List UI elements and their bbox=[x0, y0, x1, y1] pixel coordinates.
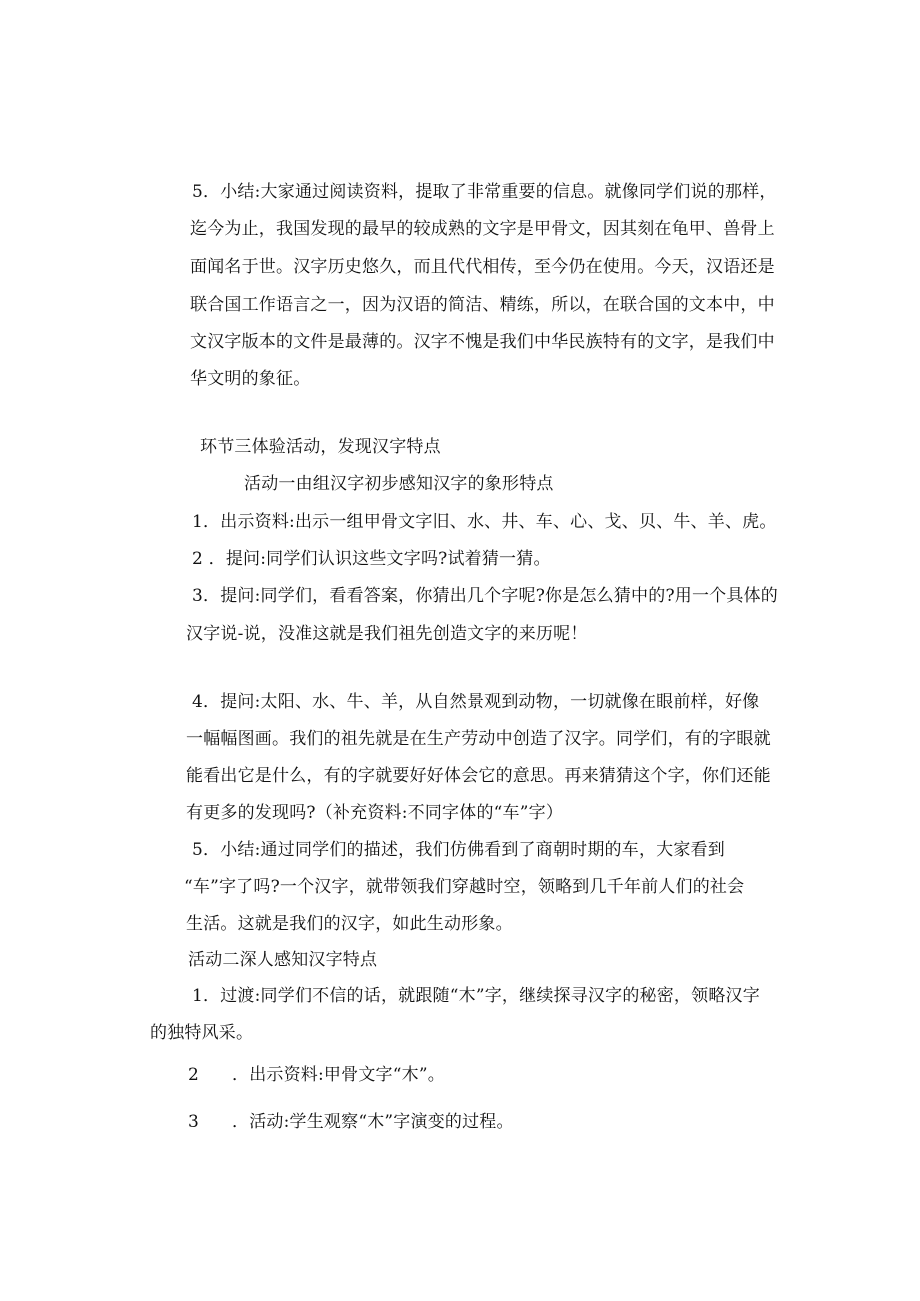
a2-item-2 bbox=[188, 1063, 445, 1087]
summary-line-4: 联合国工作语言之一，因为汉语的简洁、精练，所以，在联合国的文本中，中 bbox=[190, 295, 775, 315]
item-5-line-2: “车”字了吗?一个汉字，就带领我们穿越时空，领略到几千年前人们的社会 bbox=[184, 877, 745, 897]
item-1: 1．出示资料:出示一组甲骨文字旧、水、井、车、心、戈、贝、牛、羊、虎。 bbox=[192, 512, 777, 532]
item-5-line-1: 5．小结:通过同学们的描述，我们仿佛看到了商朝时期的车，大家看到 bbox=[192, 840, 725, 860]
summary-line-1: 5．小结:大家通过阅读资料，提取了非常重要的信息。就像同学们说的那样， bbox=[192, 182, 777, 202]
item-5-line-3: 生活。这就是我们的汉字，如此生动形象。 bbox=[186, 914, 513, 934]
item-4-line-2: 一幅幅图画。我们的祖先就是在生产劳动中创造了汉字。同学们，有的字眼就 bbox=[186, 729, 771, 749]
item-4-line-3: 能看出它是什么，有的字就要好好体会它的意思。再来猜猜这个字，你们还能 bbox=[186, 766, 771, 786]
summary-line-2: 迄今为止，我国发现的最早的较成熟的文字是甲骨文，因其刻在龟甲、兽骨上 bbox=[190, 219, 775, 239]
a2-item-2-text: ．出示资料:甲骨文字“木”。 bbox=[232, 1065, 445, 1085]
item-2: 2 ．提问:同学们认识这些文字吗?试着猜一猜。 bbox=[192, 549, 551, 569]
summary-line-5: 文汉字版本的文件是最薄的。汉字不愧是我们中华民族特有的文字，是我们中 bbox=[190, 332, 775, 352]
item-3-line-1: 3．提问:同学们，看看答案，你猜出几个字呢?你是怎么猜中的?用一个具体的 bbox=[192, 586, 778, 606]
activity1-heading: 活动一由组汉字初步感知汉字的象形特点 bbox=[244, 474, 554, 494]
a2-item-1-line-1: 1．过渡:同学们不信的话，就跟随“木”字，继续探寻汉字的秘密，领略汉字 bbox=[192, 986, 760, 1006]
item-4-line-4: 有更多的发现吗?（补充资料:不同字体的“车”字） bbox=[186, 803, 564, 823]
item-4-line-1: 4．提问:太阳、水、牛、羊，从自然景观到动物，一切就像在眼前样，好像 bbox=[192, 692, 760, 712]
a2-item-2-number: 2 bbox=[188, 1065, 200, 1085]
a2-item-3-number: 3 bbox=[188, 1112, 200, 1132]
section-heading: 环节三体验活动，发现汉字特点 bbox=[200, 437, 441, 457]
a2-item-1-line-2: 的独特风采。 bbox=[150, 1023, 254, 1043]
a2-item-3-text: ．活动:学生观察“木”字演变的过程。 bbox=[232, 1112, 514, 1132]
summary-line-3: 面闻名于世。汉字历史悠久，而且代代相传，至今仍在使用。今天，汉语还是 bbox=[190, 257, 775, 277]
item-3-line-2: 汉字说-说，没准这就是我们祖先创造文字的来历呢！ bbox=[186, 624, 588, 644]
a2-item-3 bbox=[188, 1110, 514, 1134]
summary-line-6: 华文明的象征。 bbox=[190, 369, 311, 389]
activity2-heading: 活动二深人感知汉字特点 bbox=[188, 950, 378, 970]
